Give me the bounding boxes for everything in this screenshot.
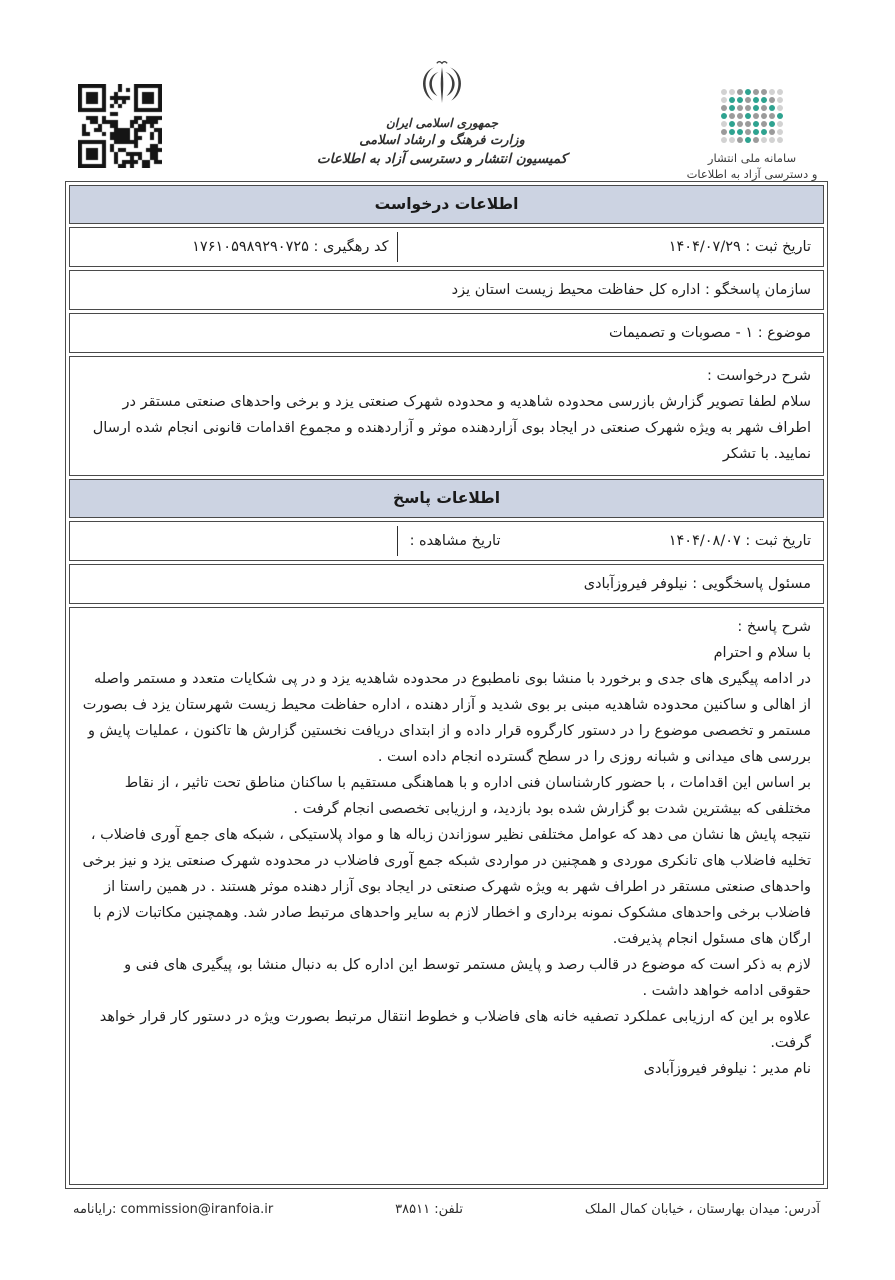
request-tracking-code: کد رهگیری : ۱۷۶۱۰۵۹۸۹۲۹۰۷۲۵ [192,239,389,255]
request-description-cell [70,357,823,475]
qr-code [78,84,162,168]
response-paragraph: لازم به ذکر است که موضوع در قالب رصد و پایش مستمر توسط این اداره کل به دنبال منشا بو، پیگیری های فنی و حقوقی ادامه خواهد داشت . [124,957,811,999]
response-description-row [69,607,824,1185]
footer-phone: تلفن: ۳۸۵۱۱ [395,1202,463,1217]
subject-row [69,313,824,353]
government-titles [292,116,592,167]
gov-line-commission: کمیسیون انتشار و دسترسی آزاد به اطلاعات [316,151,568,167]
cell-divider [397,526,398,556]
responder-row [69,564,824,604]
response-paragraphs [82,640,811,1082]
government-letterhead [292,58,592,167]
response-paragraph: با سلام و احترام [713,645,811,661]
response-description-label: شرح پاسخ : [737,619,811,635]
footer-email-address: commission@iranfoia.ir [120,1202,274,1217]
gov-line-country: جمهوری اسلامی ایران [385,116,499,130]
response-description-cell [70,608,823,1090]
footer-email-label: رایانامه: [73,1202,117,1217]
response-paragraph: نتیجه پایش ها نشان می دهد که عوامل مختلفی نظیر سوزاندن زباله ها و مواد پلاستیکی ، شبکه های جمع آوری فاضلاب ، تخلیه فاضلاب های تانکری موردی و همچنین در مواردی شبکه جمع آوری فاضلاب در محدوده شهرک صنعتی یزد و نیز برخی واحدهای صنعتی مستقر در اطراف شهر به ویژه شهرک صنعتی در ایجاد بوی آزار دهنده موثر هستند . در همین راستا از فاضلاب برخی واحدهای مشکوک نمونه برداری و اخطار لازم به سایر واحدهای مرتبط صادر شد. وهمچنین مکاتبات لازم با ارگان های مسئول انجام پذیرفت. [82,827,811,947]
request-description-row [69,356,824,476]
footer-email [73,1202,273,1217]
request-section-header: اطلاعات درخواست [69,185,824,224]
response-responsible: مسئول پاسخگویی : نیلوفر فیروزآبادی [583,576,811,592]
request-register-date: تاریخ ثبت : ۱۴۰۴/۰۷/۲۹ [668,239,811,255]
response-view-date-value [70,522,397,560]
response-paragraph: علاوه بر این که ارزیابی عملکرد تصفیه خانه های فاضلاب و خطوط انتقال مرتبط بصورت ویژه در دستور کار قرار خواهد گرفت. [99,1009,811,1051]
response-dates-row [69,521,824,561]
responding-organization-row [69,270,824,310]
logo-caption-line2: و دسترسی آزاد به اطلاعات [686,167,818,181]
foia-system-logo [667,80,837,182]
gov-line-ministry: وزارت فرهنگ و ارشاد اسلامی [359,133,525,148]
iran-emblem-icon [419,58,465,110]
footer [65,1196,828,1217]
logo-caption-line1: سامانه ملی انتشار [707,151,797,165]
footer-address: آدرس: میدان بهارستان ، خیابان کمال الملک [584,1202,820,1217]
cell-divider [397,232,398,262]
dots-logo-icon [721,89,783,143]
request-description-label: شرح درخواست : [707,368,811,384]
response-view-date-label: تاریخ مشاهده : [409,533,501,549]
response-section-header: اطلاعات پاسخ [69,479,824,518]
response-register-date: تاریخ ثبت : ۱۴۰۴/۰۸/۰۷ [668,533,811,549]
responding-organization: سازمان پاسخگو : اداره کل حفاظت محیط زیست استان یزد [451,282,811,298]
logo-caption [667,150,837,182]
response-paragraph: در ادامه پیگیری های جدی و برخورد با منشا بوی نامطبوع در محدوده شاهدیه یزد و در پی شکایات متعدد و مستمر واصله از اهالی و ساکنین محدوده شاهدیه مبنی بر بوی شدید و آزار دهنده ، اداره حفاظت محیط زیست شهرستان یزد ف بصورت مستمر و تخصصی موضوع را در دستور کارگروه قرار داده و از ابتدای دریافت نخستین گزارش ها تاکنون ، عملیات پایش و بررسی های میدانی و شبانه روزی را در سطح گسترده انجام داده است . [82,671,811,765]
request-description-text: سلام لطفا تصویر گزارش بازرسی محدوده شاهدیه و محدوده شهرک صنعتی یزد و برخی واحدهای صنعتی مستقر در اطراف شهر به ویژه شهرک صنعتی در ایجاد بوی آزاردهنده موثر و آزاردهنده و مجموع اقدامات قانونی انجام شده ارسال نمایید. با تشکر [92,394,811,462]
qr-code-canvas [78,84,162,168]
request-dates-row [69,227,824,267]
document-body [65,181,828,1189]
request-subject: موضوع : ۱ - مصوبات و تصمیمات [608,325,811,341]
response-dates-cell [398,522,823,560]
response-paragraph: نام مدیر : نیلوفر فیروزآبادی [643,1061,811,1077]
response-paragraph: بر اساس این اقدامات ، با حضور کارشناسان فنی اداره و با هماهنگی مستقیم با ساکنان مناطق تحت تاثیر ، از نقاط مختلفی که بیشترین شدت بو گزارش شده بود بازدید، و ارزیابی تخصصی انجام گرفت . [124,775,811,817]
